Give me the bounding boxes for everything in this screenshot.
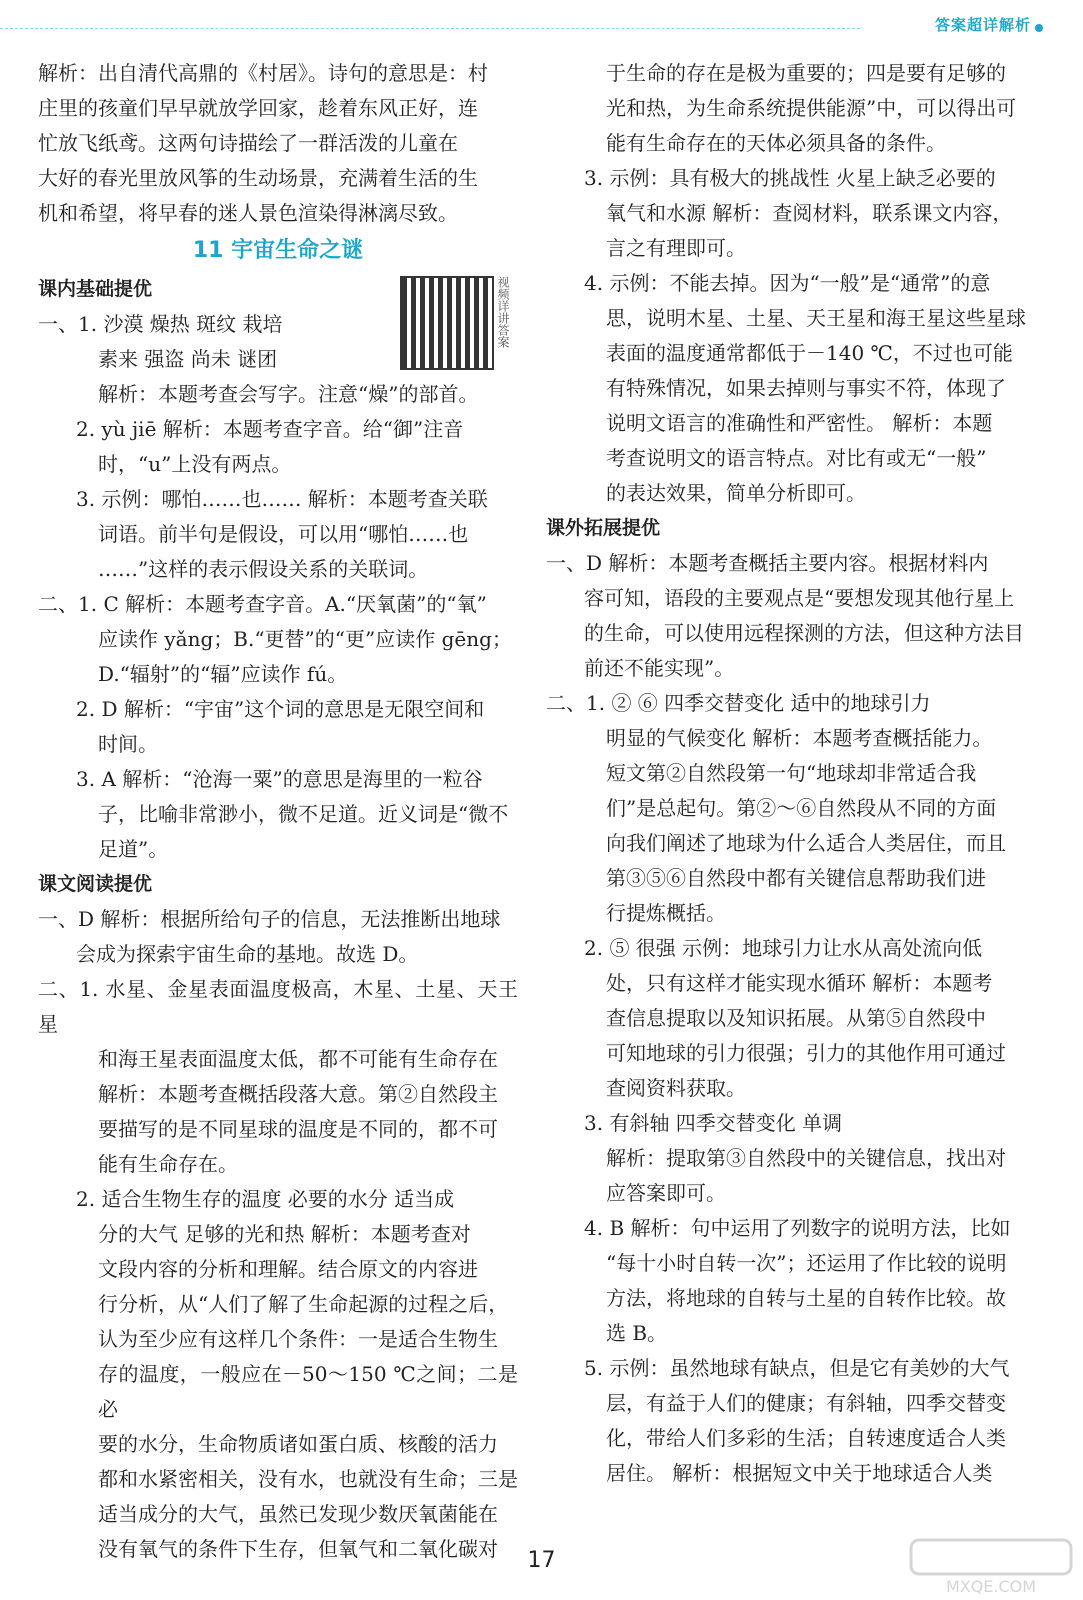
- text-line: ……”这样的表示假设关系的关联词。: [98, 557, 429, 581]
- section-heading-extension: 课外拓展提优: [546, 517, 661, 539]
- text-line: 的表达效果，简单分析即可。: [606, 481, 866, 505]
- text-line: 2. yù jiē 解析：本题考查字音。给“御”注音: [76, 417, 464, 441]
- text-line: 解析：提取第③自然段中的关键信息，找出对: [606, 1146, 1006, 1170]
- text-line: 居住。 解析：根据短文中关于地球适合人类: [606, 1461, 993, 1485]
- text-line: 于生命的存在是极为重要的；四是要有足够的: [606, 61, 1006, 85]
- text-line: 方法，将地球的自转与土星的自转作比较。故: [606, 1286, 1006, 1310]
- text-line: 表面的温度通常都低于－140 ℃，不过也可能: [606, 341, 1013, 365]
- text-line: 认为至少应有这样几个条件：一是适合生物生: [98, 1327, 498, 1351]
- text-line: 4. B 解析：句中运用了列数字的说明方法，比如: [584, 1216, 1011, 1240]
- text-line: 2. ⑤ 很强 示例：地球引力让水从高处流向低: [584, 936, 983, 960]
- text-line: 时间。: [98, 732, 158, 756]
- text-line: 思，说明木星、土星、天王星和海王星这些星球: [606, 306, 1026, 330]
- page-number: 17: [527, 1548, 556, 1573]
- section-heading-reading: 课文阅读提优: [38, 873, 153, 895]
- text-line: D.“辐射”的“辐”应读作 fú。: [98, 662, 348, 686]
- text-line: 言之有理即可。: [606, 236, 746, 260]
- text-line: 4. 示例：不能去掉。因为“一般”是“通常”的意: [584, 271, 991, 295]
- text-line: 适当成分的大气，虽然已发现少数厌氧菌能在: [98, 1502, 498, 1526]
- text-line: 词语。前半句是假设，可以用“哪怕……也: [98, 522, 469, 546]
- text-line: 行提炼概括。: [606, 901, 726, 925]
- text-line: 查阅资料获取。: [606, 1076, 746, 1100]
- text-line: 解析：本题考查会写字。注意“燥”的部首。: [98, 382, 479, 406]
- section-heading-basic: 课内基础提优: [38, 278, 153, 300]
- text-line: 明显的气候变化 解析：本题考查概括能力。: [606, 726, 993, 750]
- text-line: 容可知，语段的主要观点是“要想发现其他行星上: [584, 586, 1015, 610]
- qr-label: 视频详讲答案: [496, 276, 510, 348]
- text-line: 5. 示例：虽然地球有缺点，但是它有美妙的大气: [584, 1356, 1010, 1380]
- text-line: 存的温度，一般应在－50～150 ℃之间；二是必: [98, 1362, 518, 1421]
- text-line: 有特殊情况，如果去掉则与事实不符，体现了: [606, 376, 1006, 400]
- text-line: 行分析，从“人们了解了生命起源的过程之后，: [98, 1292, 509, 1316]
- text-line: 3. A 解析：“沧海一粟”的意思是海里的一粒谷: [76, 767, 483, 791]
- text-line: 文段内容的分析和理解。结合原文的内容进: [98, 1257, 478, 1281]
- text-line: 们”是总起句。第②～⑥自然段从不同的方面: [606, 796, 997, 820]
- text-line: 2. 适合生物生存的温度 必要的水分 适当成: [76, 1187, 455, 1211]
- text-line: 没有氧气的条件下生存，但氧气和二氧化碳对: [98, 1537, 498, 1561]
- text-line: 化，带给人们多彩的生活；自转速度适合人类: [606, 1426, 1006, 1450]
- text-line: 忙放飞纸鸢。这两句诗描绘了一群活泼的儿童在: [38, 131, 458, 155]
- text-line: 可知地球的引力很强；引力的其他作用可通过: [606, 1041, 1006, 1065]
- text-line: 3. 示例：具有极大的挑战性 火星上缺乏必要的: [584, 166, 996, 190]
- text-line: 解析：出自清代高鼎的《村居》。诗句的意思是：村: [38, 61, 488, 85]
- text-line: 庄里的孩童们早早就放学回家，趁着东风正好，连: [38, 96, 478, 120]
- text-line: 足道”。: [98, 837, 169, 861]
- text-line: 应读作 yǎng；B.“更替”的“更”应读作 gēng；: [98, 627, 512, 651]
- text-line: 和海王星表面温度太低，都不可能有生命存在: [98, 1047, 498, 1071]
- text-line: 短文第②自然段第一句“地球却非常适合我: [606, 761, 977, 785]
- text-line: 机和希望，将早春的迷人景色渲染得淋漓尽致。: [38, 201, 458, 225]
- text-line: 选 B。: [606, 1321, 668, 1345]
- header-dot-icon: [1035, 24, 1043, 32]
- right-column: [546, 56, 1030, 1491]
- intro-paragraph: [38, 56, 518, 231]
- watermark-text: MXQE.COM: [945, 1577, 1037, 1596]
- text-line: 要描写的是不同星球的温度是不同的，都不可: [98, 1117, 498, 1141]
- text-line: 说明文语言的准确性和严密性。 解析：本题: [606, 411, 993, 435]
- basic-answers: [38, 307, 518, 867]
- text-line: 处，只有这样才能实现水循环 解析：本题考: [606, 971, 993, 995]
- text-line: 二、1. ② ⑥ 四季交替变化 适中的地球引力: [546, 691, 931, 715]
- text-line: 查信息提取以及知识拓展。从第⑤自然段中: [606, 1006, 986, 1030]
- text-line: 能有生命存在。: [98, 1152, 238, 1176]
- text-line: 一、D 解析：根据所给句子的信息，无法推断出地球: [38, 907, 501, 931]
- text-line: 考查说明文的语言特点。对比有或无“一般”: [606, 446, 987, 470]
- text-line: 一、D 解析：本题考查概括主要内容。根据材料内: [546, 551, 989, 575]
- text-line: 2. D 解析：“宇宙”这个词的意思是无限空间和: [76, 697, 485, 721]
- text-line: 分的大气 足够的光和热 解析：本题考查对: [98, 1222, 471, 1246]
- text-line: 的生命，可以使用远程探测的方法，但这种方法目: [584, 621, 1024, 645]
- reading-answers: [38, 902, 518, 1567]
- text-line: 3. 有斜轴 四季交替变化 单调: [584, 1111, 843, 1135]
- reading-answers-continued: [546, 56, 1030, 511]
- text-line: 一、1. 沙漠 燥热 斑纹 栽培: [38, 312, 283, 336]
- text-line: 会成为探索宇宙生命的基地。故选 D。: [76, 942, 419, 966]
- text-line: 能有生命存在的天体必须具备的条件。: [606, 131, 946, 155]
- text-line: “每十小时自转一次”；还运用了作比较的说明: [606, 1251, 1007, 1275]
- text-line: 大好的春光里放风筝的生动场景，充满着生活的生: [38, 166, 478, 190]
- qr-code[interactable]: [400, 276, 510, 372]
- text-line: 氧气和水源 解析：查阅材料，联系课文内容，: [606, 201, 1013, 225]
- header-divider: [0, 28, 860, 29]
- text-line: 要的水分，生命物质诸如蛋白质、核酸的活力: [98, 1432, 498, 1456]
- text-line: 第③⑤⑥自然段中都有关键信息帮助我们进: [606, 866, 986, 890]
- watermark-logo: [907, 1536, 1077, 1596]
- text-line: 3. 示例：哪怕……也…… 解析：本题考查关联: [76, 487, 488, 511]
- text-line: 都和水紧密相关，没有水，也就没有生命；三是: [98, 1467, 518, 1491]
- text-line: 子，比喻非常渺小，微不足道。近义词是“微不: [98, 802, 509, 826]
- text-line: 二、1. 水星、金星表面温度极高，木星、土星、天王星: [38, 977, 518, 1036]
- header-title: 答案超详解析: [934, 16, 1031, 34]
- text-line: 向我们阐述了地球为什么适合人类居住，而且: [606, 831, 1006, 855]
- lesson-title: 11 宇宙生命之谜: [192, 238, 364, 263]
- text-line: 解析：本题考查概括段落大意。第②自然段主: [98, 1082, 498, 1106]
- text-line: 应答案即可。: [606, 1181, 726, 1205]
- text-line: 前还不能实现”。: [584, 656, 735, 680]
- text-line: 光和热，为生命系统提供能源”中，可以得出可: [606, 96, 1017, 120]
- text-line: 素来 强盗 尚未 谜团: [98, 347, 278, 371]
- qr-code-icon: [400, 276, 494, 370]
- text-line: 层，有益于人们的健康；有斜轴，四季交替变: [606, 1391, 1006, 1415]
- text-line: 时，“u”上没有两点。: [98, 452, 292, 476]
- text-line: 二、1. C 解析：本题考查字音。A.“厌氧菌”的“氧”: [38, 592, 487, 616]
- extension-answers: [546, 546, 1030, 1491]
